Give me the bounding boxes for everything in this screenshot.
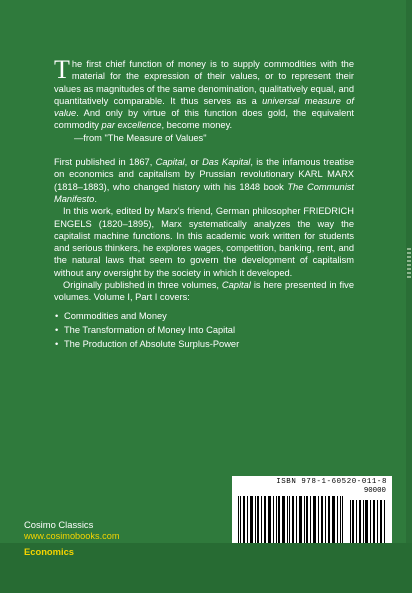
- drop-cap: T: [54, 55, 70, 84]
- description-paragraph-2: In this work, edited by Marx's friend, German philosopher FRIEDRICH ENGELS (1820–1895), Marx systematically analyzes the way the capitalist machine functions. In this academic work written for students and serious thinkers, he explores wages, competition, banking, rent, and the natural laws that seem to govern the development of capitalism without any oversight by the society in which it developed.: [54, 206, 354, 278]
- description-paragraph-3: Originally published in three volumes, Capital is here presented in five volumes. Volume I, Part I covers:: [54, 280, 354, 303]
- addon-barcode-bars: [350, 496, 386, 550]
- covers-list: [54, 310, 354, 351]
- list-item: • Commodities and Money: [54, 310, 354, 322]
- price-code: 90000: [363, 487, 386, 495]
- quote-attribution: —from "The Measure of Values": [74, 132, 207, 143]
- isbn-text: ISBN 978-1-60520-011-8: [276, 478, 387, 486]
- category-label: Economics: [24, 546, 75, 557]
- list-item: • The Transformation of Money Into Capital: [54, 324, 354, 336]
- publisher-name: Cosimo Classics: [24, 519, 94, 530]
- description-paragraph-1: First published in 1867, Capital, or Das Kapital, is the infamous treatise on economics and capitalism by Prussian revolutionary KARL MARX (1818–1883), who changed history with his 1848 book The Communist Manifesto.: [54, 157, 355, 204]
- back-cover-text: [54, 55, 355, 353]
- list-item: • The Production of Absolute Surplus-Power: [54, 338, 354, 350]
- publisher-website[interactable]: www.cosimobooks.com: [24, 531, 120, 541]
- spine-mark: [407, 248, 411, 278]
- opening-quote: The first chief function of money is to supply commodities with the material for the expression of their values, or to represent their values as magnitudes of the same denomination, qualitatively equal, and quantitatively comparable. It thus serves as a universal measure of value. And only by virtue of this function does gold, the equivalent commodity par excellence, become money.: [54, 55, 354, 131]
- spine-edge: [406, 0, 412, 593]
